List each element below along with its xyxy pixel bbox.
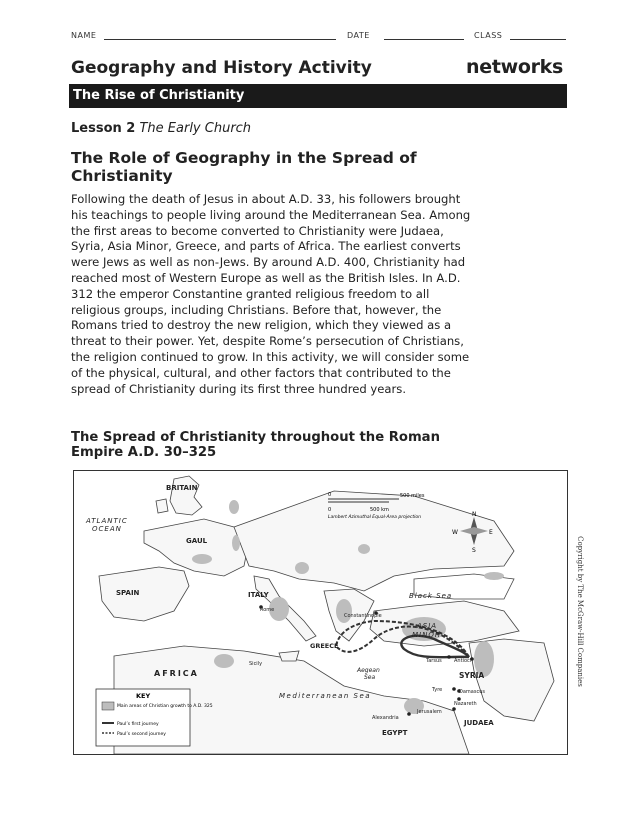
compass-w: W: [452, 529, 458, 536]
city-tyre: [452, 687, 456, 691]
label-atlantic-1: ATLANTIC: [86, 517, 128, 525]
name-label: NAME: [71, 31, 97, 40]
label-egypt: EGYPT: [382, 729, 408, 737]
date-field[interactable]: [384, 39, 464, 40]
christian-area-gaul-south: [192, 554, 212, 564]
label-tyre: Tyre: [432, 687, 443, 693]
christian-area-greece: [336, 599, 352, 623]
lesson-line: [71, 121, 251, 136]
copyright-notice: Copyright by The McGraw-Hill Companies: [576, 536, 584, 687]
compass-e: E: [489, 529, 493, 536]
label-syria: SYRIA: [459, 671, 485, 680]
label-africa: AFRICA: [154, 669, 199, 678]
spain-land: [99, 567, 189, 621]
unit-title: The Rise of Christianity: [73, 88, 245, 103]
compass-s: S: [472, 547, 476, 554]
article-heading: The Role of Geography in the Spread of Christianity: [71, 149, 417, 185]
asia-minor-land: [370, 601, 519, 646]
name-field[interactable]: [104, 39, 336, 40]
city-jerusalem: [452, 707, 456, 711]
label-constantinople: Constantinople: [344, 613, 382, 619]
label-damascus: Damascus: [459, 689, 485, 695]
label-aegean-2: Sea: [364, 674, 376, 681]
brand-logo: networks: [466, 56, 564, 78]
label-mediterranean: Mediterranean Sea: [279, 692, 372, 700]
label-judaea: JUDAEA: [464, 719, 494, 727]
label-asia-minor-1: ASIA: [417, 622, 438, 630]
christian-area-black-sea: [484, 572, 504, 580]
class-label: CLASS: [474, 31, 503, 40]
city-alexandria: [407, 712, 411, 716]
label-asia-minor-2: MINOR: [412, 631, 441, 639]
britain-land: [170, 476, 202, 515]
map-svg: [74, 471, 567, 754]
label-antioch: Antioch: [454, 658, 473, 664]
label-aegean-1: Aegean: [357, 667, 380, 674]
label-jerusalem: Jerusalem: [417, 709, 442, 715]
christian-area-alps: [295, 562, 309, 574]
sicily-land: [279, 651, 299, 661]
article-body: Following the death of Jesus in about A.D. 33, his followers brought his teachings to people living around the Mediterranean Sea. Among the first areas to become converted to Christianity were Judaea, Syria, Asia Minor, Greece, and parts of Africa. The earliest converts were Jews as well as non-Jews. By around A.D. 400, Christianity had reached most of Western Europe as well as the British Isles. In A.D. 312 the emperor Constantine granted religious freedom to all religious groups, including Christians. Before that, however, the Romans tried to destroy the new religion, which they viewed as a threat to their power. Yet, despite Rome’s persecution of Christians, the religion continued to grow. In this activity, we will consider some of the physical, cultural, and other factors that contributed to the spread of Christianity during its first three hundred years.: [71, 192, 471, 396]
label-britain: BRITAIN: [166, 484, 198, 492]
scale-zero-km: 0: [328, 507, 332, 513]
label-sicily: Sicily: [249, 661, 263, 667]
christian-area-gaul: [232, 535, 240, 551]
compass-n: N: [472, 511, 477, 518]
lesson-number: Lesson 2: [71, 121, 136, 136]
lesson-name: The Early Church: [139, 121, 252, 136]
activity-title: Geography and History Activity: [71, 58, 372, 78]
key-christian-areas: [117, 703, 213, 709]
city-tarsus: [447, 655, 451, 659]
label-black-sea: Black Sea: [409, 592, 453, 600]
label-alexandria: Alexandria: [372, 715, 399, 721]
label-atlantic-2: OCEAN: [92, 525, 122, 533]
key-second-journey: Paul’s second journey: [117, 732, 166, 737]
label-tarsus: Tarsus: [426, 658, 442, 664]
christian-area-carthage: [214, 654, 234, 668]
scale-km: 500 km: [370, 507, 389, 513]
ireland-land: [156, 499, 168, 513]
date-label: DATE: [347, 31, 370, 40]
scale-projection: Lambert Azimuthal Equal-Area projection: [328, 515, 421, 520]
christian-area-danube: [358, 544, 370, 554]
class-field[interactable]: [510, 39, 566, 40]
scale-zero-miles: 0: [328, 492, 332, 498]
key-first-journey: Paul’s first journey: [117, 722, 159, 727]
map-heading: The Spread of Christianity throughout the Roman Empire A.D. 30–325: [71, 430, 440, 460]
christian-area-britain: [229, 500, 239, 514]
key-christian-areas-text: Main areas of Christian growth to A.D. 325: [117, 704, 213, 709]
label-rome: Rome: [260, 607, 275, 613]
key-title: KEY: [136, 692, 151, 700]
label-gaul: GAUL: [186, 537, 208, 545]
map-frame: [73, 470, 568, 755]
label-spain: SPAIN: [116, 589, 140, 597]
label-nazareth: Nazareth: [454, 701, 477, 707]
label-italy: ITALY: [248, 591, 269, 599]
label-greece: GREECE: [310, 642, 339, 650]
scale-miles: 500 miles: [400, 493, 425, 499]
